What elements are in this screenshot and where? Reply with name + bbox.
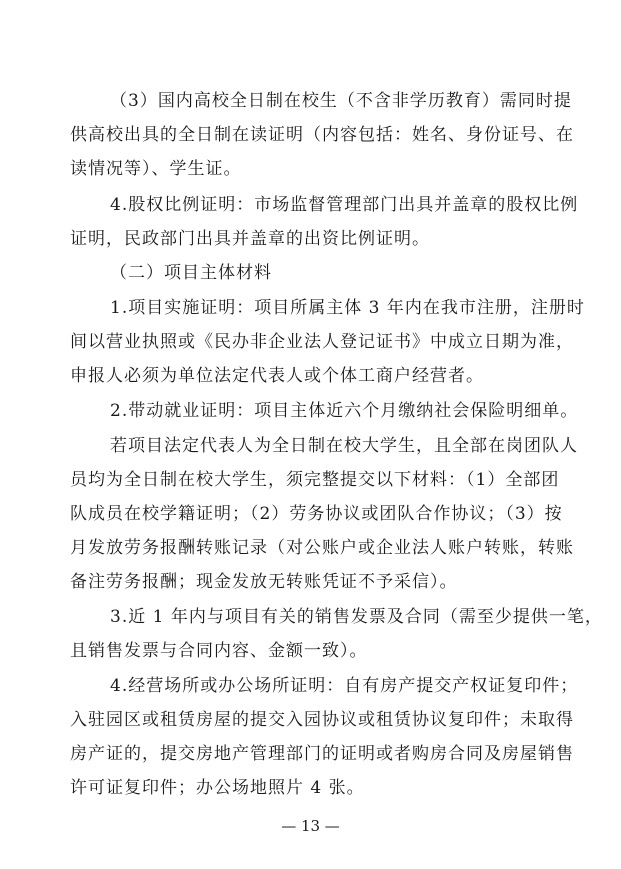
paragraph-line: 读情况等）、学生证。 bbox=[70, 159, 242, 179]
paragraph-line: 许可证复印件；办公场地照片 4 张。 bbox=[70, 778, 365, 798]
paragraph-line: （3）国内高校全日制在校生（不含非学历教育）需同时提 bbox=[110, 91, 572, 111]
paragraph-line: 入驻园区或租赁房屋的提交入园协议或租赁协议复印件；未取得 bbox=[70, 710, 574, 730]
paragraph-line: 申报人必须为单位法定代表人或个体工商户经营者。 bbox=[70, 366, 484, 386]
paragraph-line: 供高校出具的全日制在读证明（内容包括：姓名、身份证号、在 bbox=[70, 125, 574, 145]
paragraph-line: 若项目法定代表人为全日制在校大学生，且全部在岗团队人 bbox=[110, 436, 578, 456]
paragraph-line: 房产证的，提交房地产管理部门的证明或者购房合同及房屋销售 bbox=[70, 744, 574, 764]
paragraph-line: 队成员在校学籍证明；（2）劳务协议或团队合作协议；（3）按 bbox=[70, 504, 563, 524]
section-heading: （二）项目主体材料 bbox=[110, 263, 272, 283]
paragraph-line: 4.股权比例证明：市场监督管理部门出具并盖章的股权比例 bbox=[110, 195, 579, 215]
paragraph-line: 员均为全日制在校大学生，须完整提交以下材料：（1）全部团 bbox=[70, 470, 560, 490]
paragraph-line: 证明，民政部门出具并盖章的出资比例证明。 bbox=[70, 229, 430, 249]
paragraph-line: 4.经营场所或办公场所证明：自有房产提交产权证复印件； bbox=[110, 676, 579, 696]
paragraph-line: 备注劳务报酬；现金发放无转账凭证不予采信）。 bbox=[70, 572, 458, 592]
page-number: — 13 — bbox=[281, 817, 340, 835]
paragraph-line: 且销售发票与合同内容、金额一致）。 bbox=[70, 641, 368, 661]
paragraph-line: 间以营业执照或《民办非企业法人登记证书》中成立日期为准， bbox=[70, 332, 574, 352]
paragraph-line: 3.近 1 年内与项目有关的销售发票及合同（需至少提供一笔， bbox=[110, 607, 603, 627]
paragraph-line: 2.带动就业证明：项目主体近六个月缴纳社会保险明细单。 bbox=[110, 401, 579, 421]
paragraph-line: 月发放劳务报酬转账记录（对公账户或企业法人账户转账，转账 bbox=[70, 538, 574, 558]
paragraph-line: 1.项目实施证明：项目所属主体 3 年内在我市注册，注册时 bbox=[110, 298, 585, 318]
